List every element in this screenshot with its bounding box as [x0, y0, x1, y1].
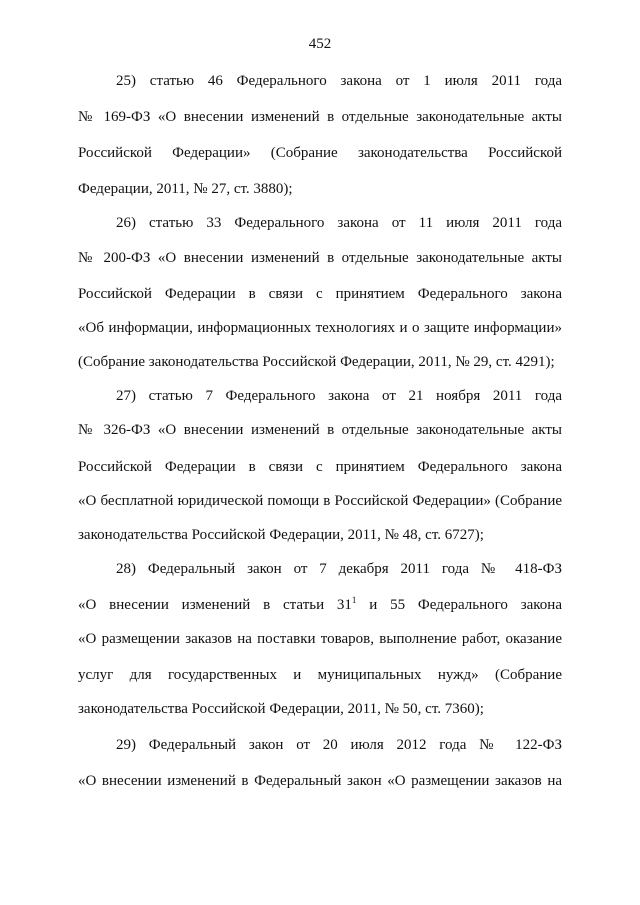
item-25-line-4: Федерации, 2011, № 27, ст. 3880); [78, 181, 293, 197]
item-26-line-5: (Собрание законодательства Российской Федерации, 2011, № 29, ст. 4291); [78, 354, 555, 370]
item-27-line-5: законодательства Российской Федерации, 2011, № 48, ст. 6727); [78, 527, 484, 543]
item-26-line-4: «Об информации, информационных технологиях и о защите информации» [78, 320, 562, 336]
item-28-line-5: законодательства Российской Федерации, 2011, № 50, ст. 7360); [78, 701, 484, 717]
item-25-line-2: № 169-ФЗ «О внесении изменений в отдельные законодательные акты [78, 109, 562, 125]
superscript-1: 1 [351, 595, 357, 605]
item-27-line-3: Российской Федерации в связи с принятием Федерального закона [78, 459, 562, 475]
item-28-line-2-head: «О внесении изменений в статьи 31 [78, 597, 352, 613]
item-28-line-3: «О размещении заказов на поставки товаров, выполнение работ, оказание [78, 631, 562, 647]
item-27-line-1: 27) статью 7 Федерального закона от 21 ноября 2011 года [116, 388, 562, 404]
item-29-line-2: «О внесении изменений в Федеральный закон «О размещении заказов на [78, 773, 562, 789]
item-28-line-1: 28) Федеральный закон от 7 декабря 2011 года № 418-ФЗ [116, 561, 562, 577]
item-28-line-2-tail: и 55 Федерального закона [356, 597, 562, 613]
page-number: 452 [308, 36, 332, 52]
item-28-line-2 [78, 595, 562, 615]
item-28-line-4: услуг для государственных и муниципальных нужд» (Собрание [78, 667, 562, 683]
item-29-line-1: 29) Федеральный закон от 20 июля 2012 года № 122-ФЗ [116, 737, 562, 753]
item-26-line-2: № 200-ФЗ «О внесении изменений в отдельные законодательные акты [78, 250, 562, 266]
item-25-line-1: 25) статью 46 Федерального закона от 1 июля 2011 года [116, 73, 562, 89]
item-27-line-4: «О бесплатной юридической помощи в Российской Федерации» (Собрание [78, 493, 562, 509]
item-26-line-3: Российской Федерации в связи с принятием Федерального закона [78, 286, 562, 302]
item-26-line-1: 26) статью 33 Федерального закона от 11 июля 2011 года [116, 215, 562, 231]
item-25-line-3: Российской Федерации» (Собрание законодательства Российской [78, 145, 562, 161]
item-27-line-2: № 326-ФЗ «О внесении изменений в отдельные законодательные акты [78, 422, 562, 438]
